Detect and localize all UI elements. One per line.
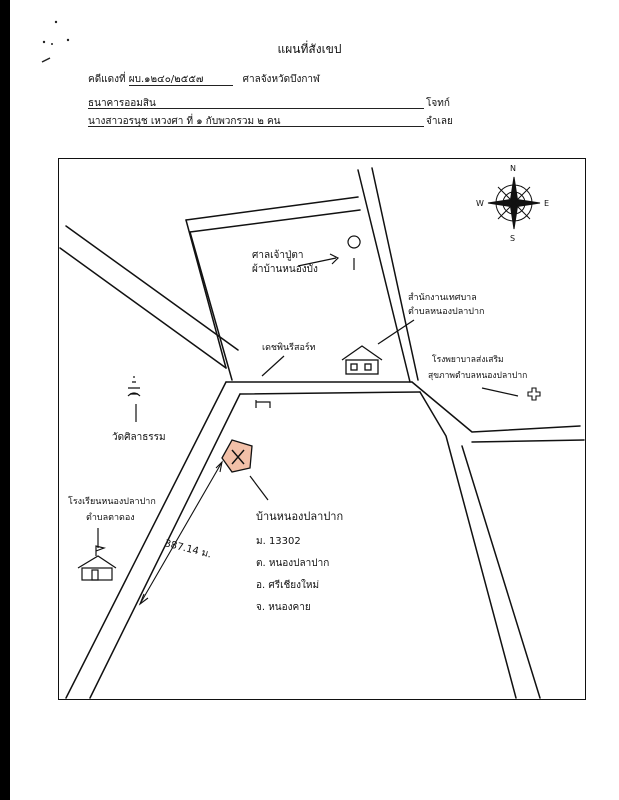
road-left-upper [66, 226, 238, 350]
case-number: ผบ.๑๒๔๐/๒๕๕๗ [129, 74, 234, 86]
shrine-label-line1: ศาลเจ้าปู่ตา [252, 250, 304, 261]
road-top-outer [186, 197, 358, 220]
property-label-line4: อ. ศรีเชียงใหม่ [256, 580, 320, 591]
road-top-inner [190, 210, 360, 232]
property-label-line1: บ้านหนองปลาปาก [256, 510, 344, 523]
road-block-left-outer [186, 220, 226, 368]
shrine-label-line2: ผ้าบ้านหนองบัง [252, 264, 318, 275]
location-pin-icon [348, 236, 360, 270]
court-name: ศาลจังหวัดบึงกาฬ [242, 74, 320, 85]
school-label-line2: ตำบลตาดอง [86, 513, 135, 523]
road-left-lower [60, 248, 226, 368]
hospital-cross-icon [528, 388, 540, 400]
document-title: แผนที่สังเขป [277, 42, 342, 56]
defendant-role: จำเลย [426, 116, 453, 127]
road-se-branch [472, 440, 584, 442]
compass-south: S [510, 234, 516, 243]
road-se-upper [412, 382, 580, 432]
plaintiff-role: โจทก์ [426, 98, 450, 109]
property-label-line5: จ. หนองคาย [256, 602, 311, 613]
bed-icon [256, 400, 270, 408]
temple-icon [128, 376, 140, 396]
defendant-name: นางสาวอรนุช เหวงศา ที่ ๑ กับพวกรวม ๒ คน [88, 116, 281, 127]
school-icon [78, 546, 116, 580]
road-north-right [372, 168, 418, 380]
compass-east: E [544, 199, 550, 208]
distance-label: 387.14 ม. [163, 538, 213, 561]
junction-label: เดชพินรีสอร์ท [262, 343, 316, 353]
compass-west: W [476, 199, 484, 208]
hospital-label-line1: โรงพยาบาลส่งเสริม [432, 355, 504, 365]
road-se-right [462, 446, 540, 698]
road-north-left [358, 170, 410, 382]
plaintiff-name: ธนาคารออมสิน [88, 98, 156, 109]
road-sw-left [66, 382, 226, 698]
road-main-lower [240, 392, 420, 394]
compass-rose-icon [488, 177, 540, 229]
temple-label: วัดศิลาธรรม [112, 432, 166, 443]
hospital-arrow [482, 388, 518, 396]
road-se-left [420, 392, 516, 698]
distance-arrow [140, 462, 222, 604]
case-label: คดีแดงที่ [88, 74, 126, 85]
hospital-label-line2: สุขภาพตำบลหนองปลาปาก [428, 371, 528, 381]
property-label-line2: ม. 13302 [256, 536, 301, 547]
property-arrow [250, 476, 268, 500]
property-label-line3: ต. หนองปลาปาก [256, 558, 330, 569]
junction-arrow [262, 356, 284, 376]
office-label-line2: ตำบลหนองปลาปาก [408, 307, 485, 317]
compass-north: N [510, 164, 516, 173]
office-label-line1: สำนักงานเทศบาล [408, 293, 477, 303]
school-label-line1: โรงเรียนหนองปลาปาก [68, 497, 156, 507]
building-icon [342, 346, 382, 374]
